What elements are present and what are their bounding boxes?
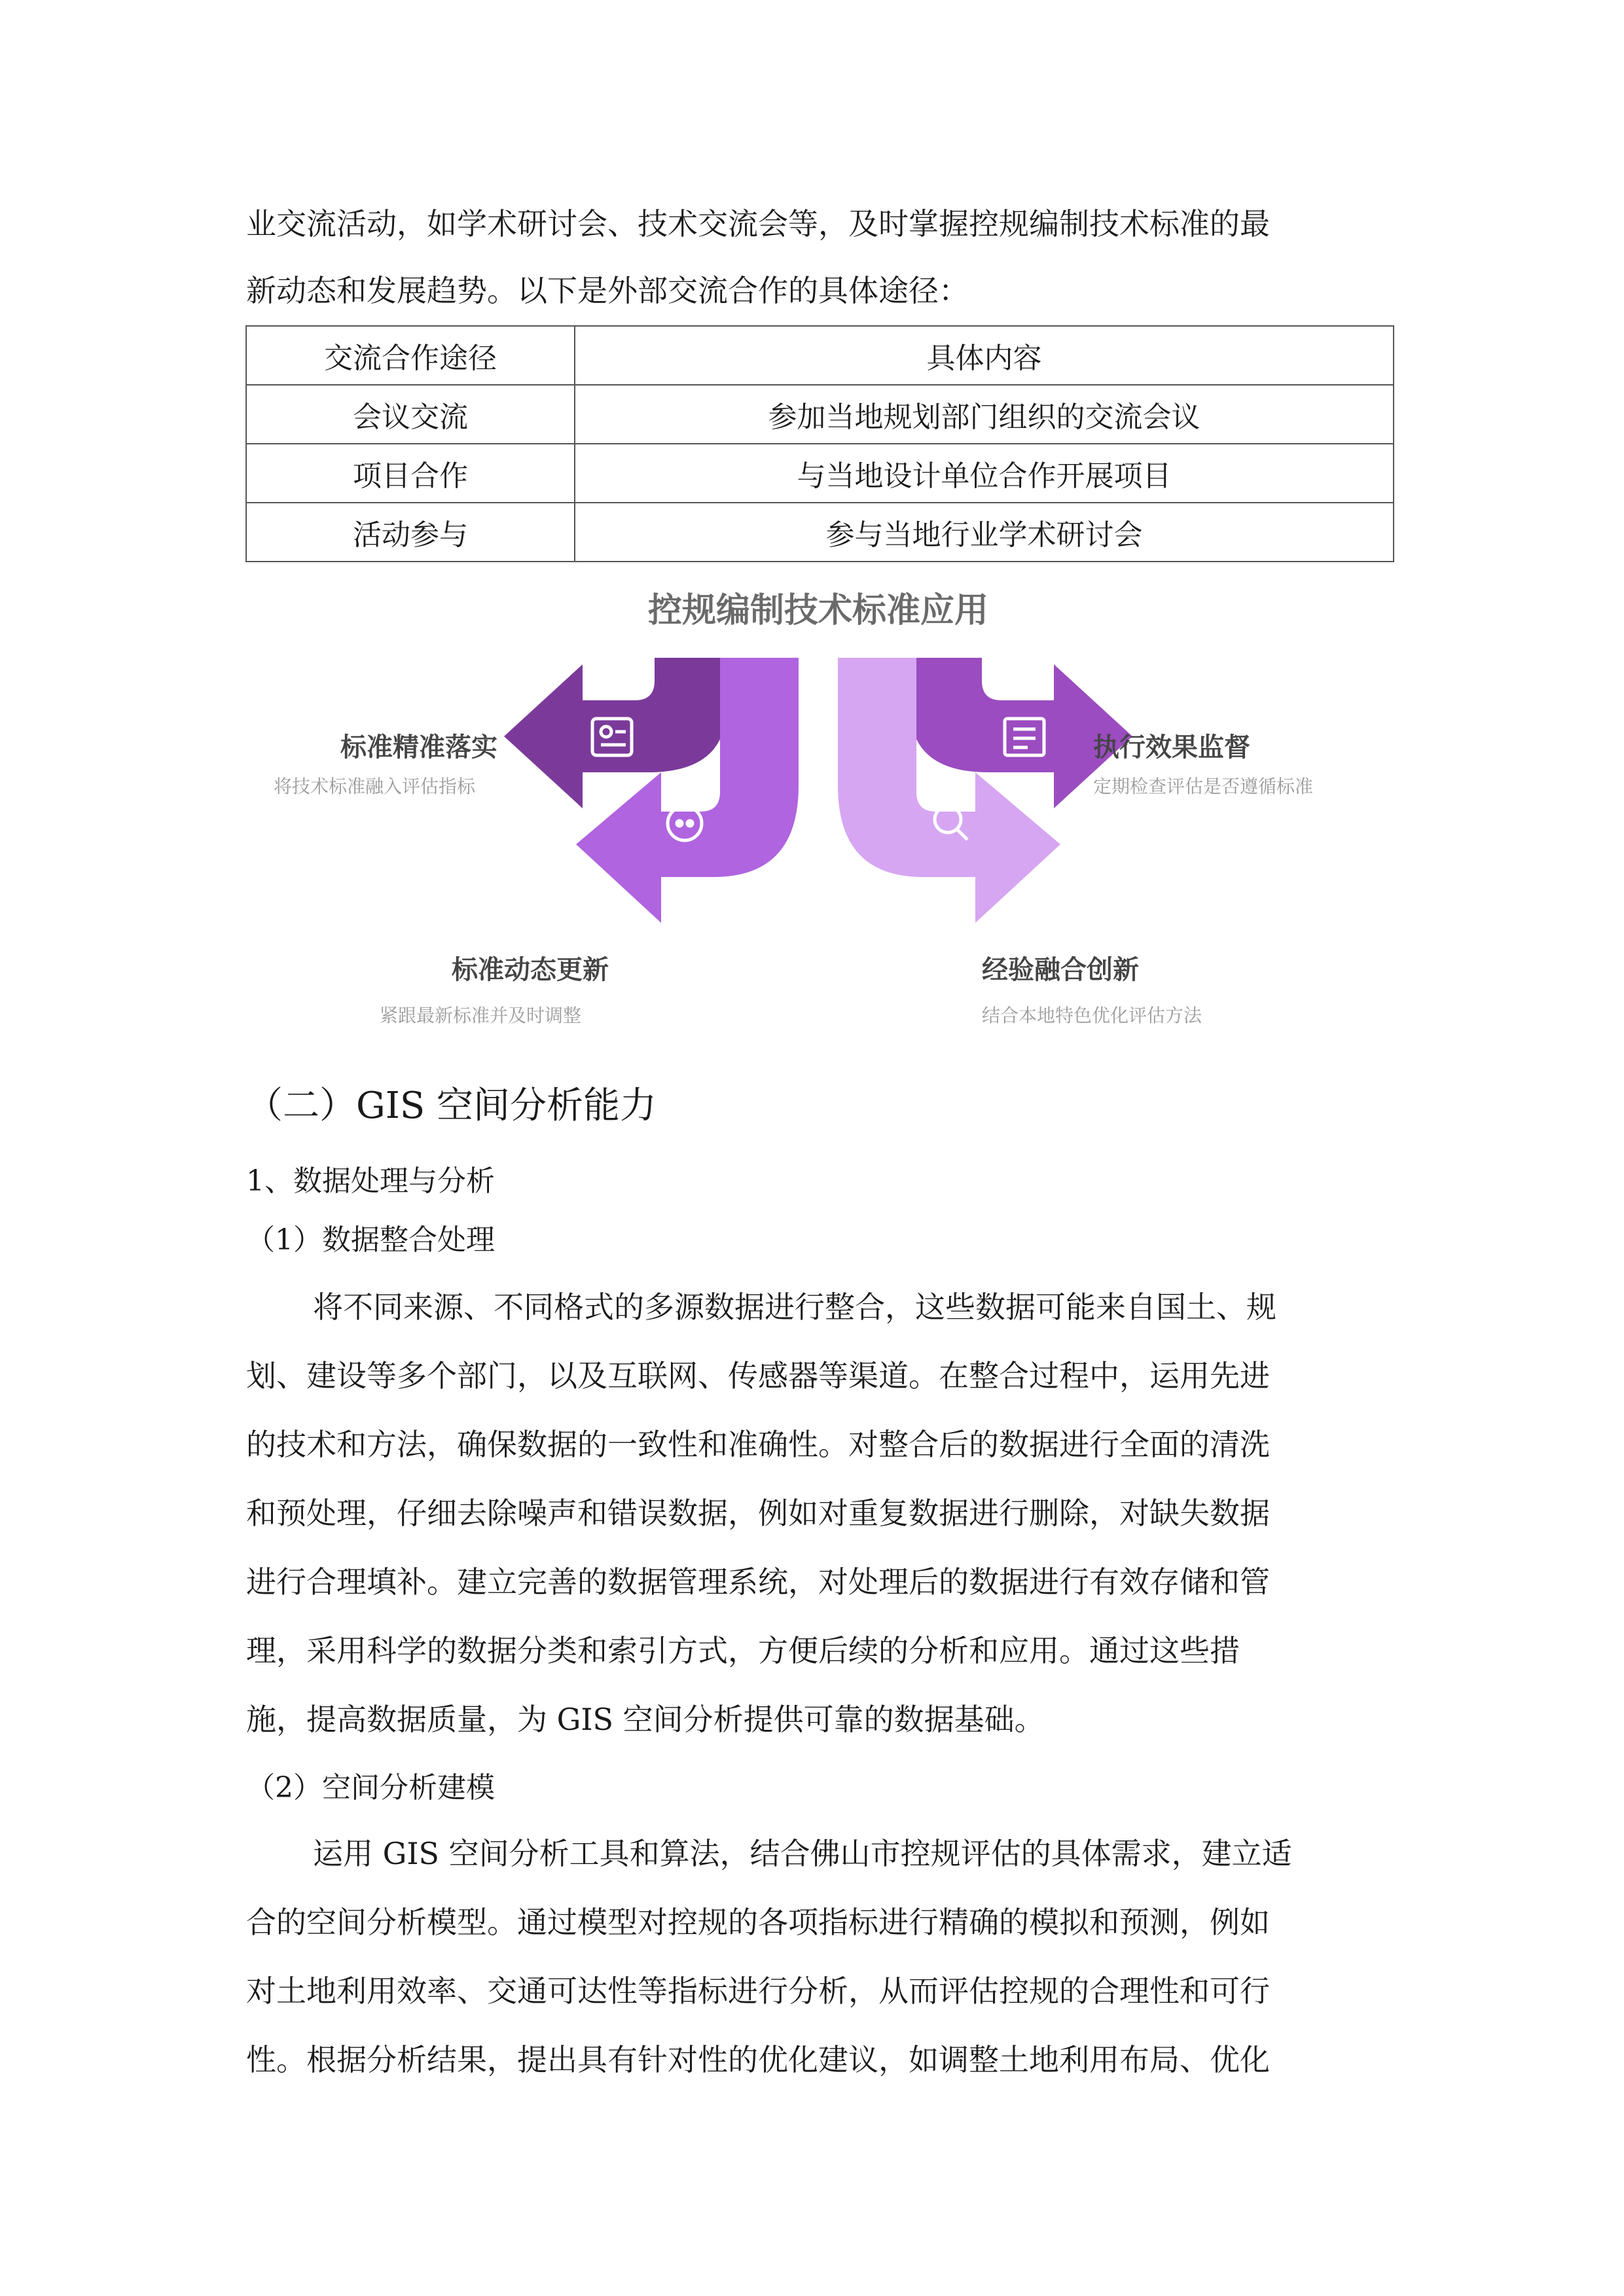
- paragraph-line: 的技术和方法，确保数据的一致性和准确性。对整合后的数据进行全面的清洗: [246, 1427, 1270, 1462]
- exchange-table: [245, 325, 1394, 562]
- desc-standard-implement: 将技术标准融入评估指标: [274, 776, 476, 797]
- infographic-title: 控规编制技术标准应用: [647, 591, 988, 630]
- desc-effect-supervision: 定期检查评估是否遵循标准: [1093, 776, 1314, 797]
- paragraph-line: 施，提高数据质量，为 GIS 空间分析提供可靠的数据基础。: [246, 1702, 1045, 1737]
- table-header-row: [246, 326, 1394, 385]
- table-header: 交流合作途径: [246, 326, 575, 385]
- paragraph-line: 对土地利用效率、交通可达性等指标进行分析，从而评估控规的合理性和可行: [246, 1973, 1270, 2009]
- table-cell: 与当地设计单位合作开展项目: [575, 444, 1394, 503]
- table-cell: 活动参与: [246, 503, 575, 562]
- intro-line-2: 新动态和发展趋势。以下是外部交流合作的具体途径：: [246, 273, 969, 308]
- table-row: [246, 385, 1394, 444]
- intro-line-1: 业交流活动，如学术研讨会、技术交流会等，及时掌握控规编制技术标准的最: [246, 206, 1270, 242]
- subsection-heading-1-1: （1）数据整合处理: [246, 1223, 495, 1257]
- table-cell: 会议交流: [246, 385, 575, 444]
- paragraph-line: 合的空间分析模型。通过模型对控规的各项指标进行精确的模拟和预测，例如: [246, 1905, 1270, 1940]
- paragraph-line: 进行合理填补。建立完善的数据管理系统，对处理后的数据进行有效存储和管: [246, 1564, 1270, 1600]
- table-cell: 参加当地规划部门组织的交流会议: [575, 385, 1394, 444]
- desc-experience-innovation: 结合本地特色优化评估方法: [982, 1005, 1202, 1026]
- label-dynamic-update: 标准动态更新: [452, 955, 609, 985]
- paragraph-line: 将不同来源、不同格式的多源数据进行整合，这些数据可能来自国土、规: [313, 1289, 1276, 1325]
- section-heading: （二）GIS 空间分析能力: [246, 1085, 657, 1127]
- table-cell: 项目合作: [246, 444, 575, 503]
- table-cell: 参与当地行业学术研讨会: [575, 503, 1394, 562]
- infographic-arrows: [242, 576, 1394, 1047]
- label-experience-innovation: 经验融合创新: [982, 955, 1139, 985]
- table-header: 具体内容: [575, 326, 1394, 385]
- desc-dynamic-update: 紧跟最新标准并及时调整: [380, 1005, 582, 1026]
- paragraph-line: 理，采用科学的数据分类和索引方式，方便后续的分析和应用。通过这些措: [246, 1633, 1240, 1668]
- table-row: [246, 503, 1394, 562]
- paragraph-line: 划、建设等多个部门，以及互联网、传感器等渠道。在整合过程中，运用先进: [246, 1358, 1270, 1393]
- standards-infographic: [242, 576, 1394, 1047]
- label-effect-supervision: 执行效果监督: [1093, 732, 1250, 762]
- label-standard-implement: 标准精准落实: [340, 732, 497, 762]
- paragraph-line: 和预处理，仔细去除噪声和错误数据，例如对重复数据进行删除，对缺失数据: [246, 1496, 1270, 1531]
- paragraph-line: 运用 GIS 空间分析工具和算法，结合佛山市控规评估的具体需求，建立适: [313, 1836, 1292, 1871]
- paragraph-line: 性。根据分析结果，提出具有针对性的优化建议，如调整土地利用布局、优化: [246, 2042, 1270, 2077]
- table-row: [246, 444, 1394, 503]
- subsection-heading-1-2: （2）空间分析建模: [246, 1771, 495, 1804]
- subsection-heading-1: 1、数据处理与分析: [246, 1164, 495, 1198]
